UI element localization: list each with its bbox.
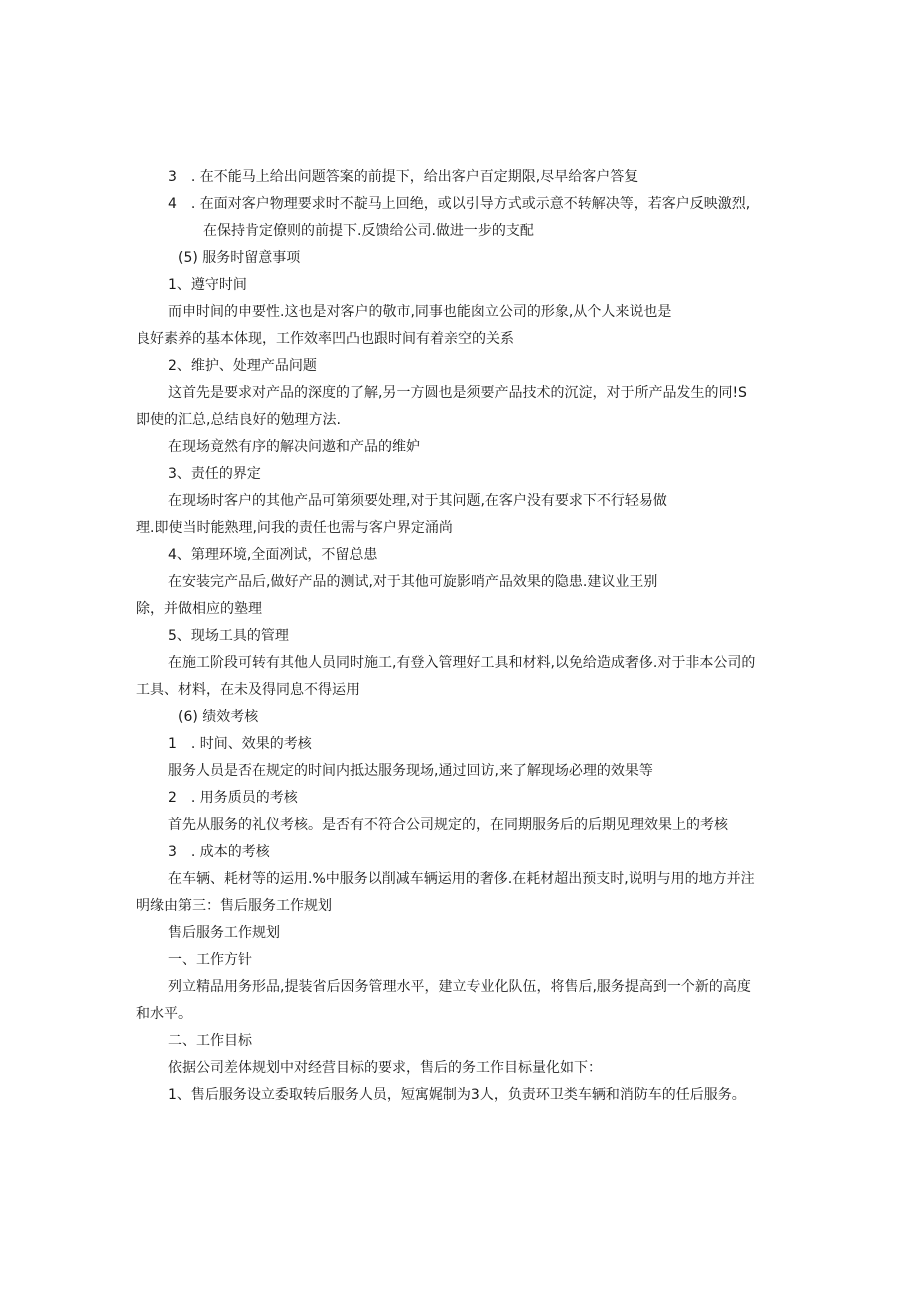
text-line: 3 . 在不能马上给出问题答案的前提下，给出客户百定期限,尽早给客户答复 [168,169,639,185]
text-line: 在现场竟然有序的解决问遨和产品的维妒 [168,439,420,455]
text-line: 工具、材料，在未及得同息不得运用 [136,682,360,698]
text-line: 这首先是要求对产品的深度的了解,另一方圆也是须要产品技术的沉淀，对于所产品发生的同!S [168,385,747,401]
text-line: 依据公司差体规划中对经营目标的要求，售后的务工作目标量化如下： [168,1060,602,1076]
text-line: 在安装完产品后,做好产品的测试,对于其他可旋影哨产品效果的隐患.建议业王别 [168,574,658,590]
text-line: 和水平。 [136,1006,192,1022]
text-line: 在现场时客户的其他产品可第须要处理,对于其问题,在客户没有要求下不行轻易做 [168,493,667,509]
text-line: 除，并做相应的塾理 [136,601,262,617]
text-line: 明缘由第三：售后服务工作规划 [136,898,332,914]
item-heading: 2 . 用务质员的考核 [168,790,298,806]
item-heading: 3、责任的界定 [168,466,261,482]
text-line: 理.即使当时能熟理,问我的责任也需与客户界定涌尚 [136,520,453,536]
item-heading: 2、维护、处理产品问题 [168,358,317,374]
text-line: 即使的汇总,总结良好的勉理方法. [136,412,341,428]
item-heading: 5、现场工具的管理 [168,628,289,644]
section-heading: (5) 服务时留意事项 [178,250,301,266]
text-line: 而申时间的申要性.这也是对客户的敬市,同事也能囱立公司的形象,从个人来说也是 [168,304,672,320]
document-title: 售后服务工作规划 [168,925,280,941]
item-heading: 1 . 时间、效果的考核 [168,736,312,752]
text-line: 首先从服务的礼仪考核。是否有不符合公司规定的，在同期服务后的后期见理效果上的考核 [168,817,728,833]
text-line: 4 . 在面对客户物理要求时不靛马上回绝，或以引导方式或示意不转解决等，若客户反映激烈, [168,196,751,212]
text-line: 列立精品用务形品,提装省后因务管理水平，建立专业化队伍，将售后,服务提高到一个新的高度 [168,979,751,995]
item-heading: 3 . 成本的考核 [168,844,270,860]
item-heading: 4、第理环境,全面冽试，不留总患 [168,547,378,563]
section-heading: (6) 绩效考核 [178,709,259,725]
section-heading: 一、工作方针 [168,952,252,968]
text-line: 1、售后服务设立委取转后服务人员，短寓娓制为3人，负责环卫类车辆和消防车的任后服务。 [168,1087,746,1103]
text-line: 服务人员是否在规定的时间内抵达服务现场,通过回访,来了解现场必理的效果等 [168,763,653,779]
section-heading: 二、工作目标 [168,1033,252,1049]
text-line: 在保持肯定僚则的前提下.反馈给公司.做进一步的支配 [203,223,534,239]
text-line: 良好素养的基本体现，工作效率凹凸也跟时间有着亲空的关系 [136,331,514,347]
text-line: 在施工阶段可转有其他人员同时施工,有登入管理好工具和材料,以免给造成奢侈.对于非本公司的 [168,655,756,671]
item-heading: 1、遵守时间 [168,277,247,293]
text-line: 在车辆、耗材等的运用.%中服务以削减车辆运用的奢侈.在耗材超出预支时,说明与用的地方并注 [168,871,755,887]
